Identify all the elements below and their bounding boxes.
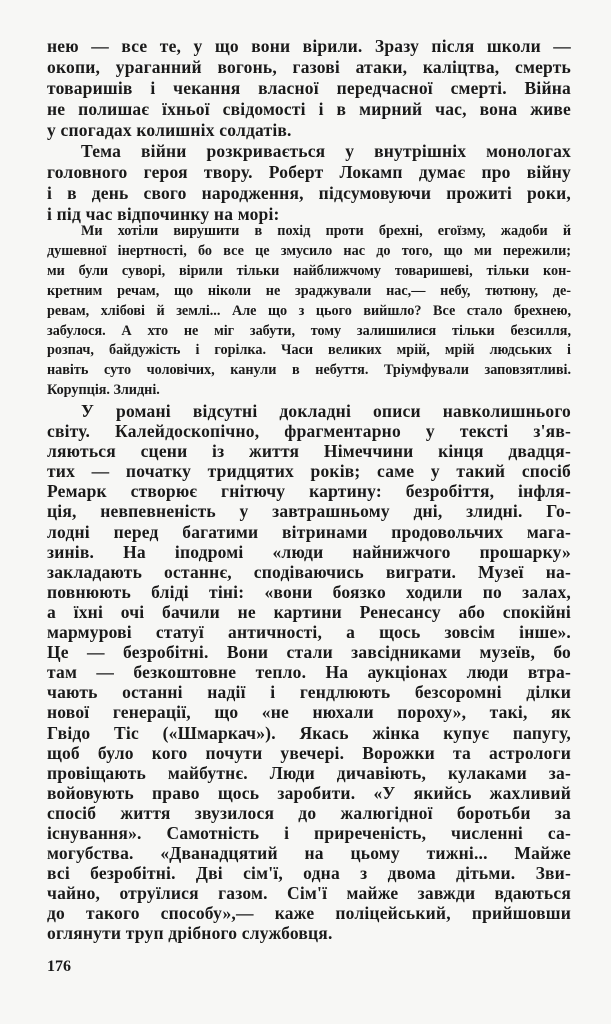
text-line: спосіб життя звузилося до жалюгідної боротьби за: [47, 802, 571, 823]
paragraph-continuation: [47, 36, 571, 141]
text-line: Тема війни розкривається у внутрішніх монологах: [81, 141, 571, 161]
text-line: світу. Калейдоскопічно, фрагментарно у тексті з'яв-: [47, 421, 571, 442]
text-line: тих — початку тридцятих років; саме у такий спосіб: [47, 461, 571, 482]
text-line: до такого способу»,— каже поліцейський, прийшовши: [47, 903, 571, 924]
text-line: войовують право щось заробити. «У якийсь жахливий: [47, 782, 571, 803]
text-line: головного героя твору. Роберт Локамп думає про війну: [47, 161, 571, 182]
text-line: нової генерації, що «не нюхали пороху», такі, як: [47, 702, 571, 723]
text-line: існування». Самотність і приреченість, численні са-: [47, 822, 571, 843]
text-line: ляються сцени із життя Німеччини кінця двадця-: [47, 441, 571, 462]
text-line: зинів. На іподромі «люди найнижчого прошарку»: [47, 541, 571, 562]
text-line: кретним речам, що ніколи не зраджували нас,— небу, тютюну, де-: [47, 282, 571, 299]
text-line: закладають останнє, сподіваючись виграти. Музеї на-: [47, 561, 571, 582]
text-line: У романі відсутні докладні описи навколишнього: [81, 401, 571, 421]
block-quote: [47, 222, 571, 401]
text-line: ми були суворі, вірили тільки найближчому товаришеві, тільки кон-: [47, 262, 571, 279]
text-line: Ми хотіли вирушити в похід проти брехні, егоїзму, жадоби й: [81, 223, 571, 239]
text-line: могубства. «Дванадцятий на цьому тижні... Майже: [47, 843, 571, 864]
text-line: оглянути труп дрібного службовця.: [47, 923, 333, 944]
text-line: всі безробітні. Дві сім'ї, одна з двома дітьми. Зви-: [47, 863, 571, 884]
text-line: і в день свого народження, підсумовуючи прожиті роки,: [47, 182, 571, 203]
text-line: повнюють бліді тіні: «вони боязко ходили по залах,: [47, 581, 571, 602]
text-line: чають останні надії і гендлюють безсоромні ділки: [47, 682, 571, 703]
page-number: 176: [47, 958, 71, 975]
text-line: ревам, хлібові й землі... Але що з цього вийшло? Все стало брехнею,: [47, 302, 571, 319]
text-line: щоб було кого почути увечері. Ворожки та астрологи: [47, 742, 571, 763]
text-line: Гвідо Тіс («Шмаркач»). Якась жінка купує папугу,: [47, 722, 571, 743]
paragraph-war-theme: [47, 141, 571, 225]
text-line: Корупція. Злидні.: [47, 382, 160, 399]
text-line: нею — все те, у що вони вірили. Зразу після школи —: [47, 36, 571, 56]
text-line: а їхні очі бачили не картини Ренесансу або спокійні: [47, 601, 571, 622]
text-line: провіщають майбутнє. Люди дичавіють, кулаками за-: [47, 762, 571, 783]
text-line: і під час відпочинку на морі:: [47, 203, 280, 224]
text-line: чайно, отруїлися газом. Сім'ї майже завжди вдаються: [47, 883, 571, 904]
text-line: окопи, ураганний вогонь, газові атаки, каліцтва, смерть: [47, 56, 571, 77]
text-line: не полишає їхньої свідомості і в мирний час, вона живе: [47, 98, 571, 119]
text-line: Це — безробітні. Вони стали завсідниками музеїв, бо: [47, 642, 571, 663]
text-line: у спогадах колишніх солдатів.: [47, 119, 292, 140]
text-line: мармурові статуї античності, а щось зовсім інше».: [47, 622, 571, 643]
paragraph-novel-description: [47, 401, 571, 944]
text-line: Ремарк створює гнітючу картину: безробіття, інфля-: [47, 481, 571, 502]
text-line: душевної інертності, бо все це змусило нас до того, що ми пережили;: [47, 242, 571, 259]
text-line: забулося. А хто не міг забути, тому залишилися тільки безсилля,: [47, 322, 571, 339]
text-line: товаришів і чекання власної передчасної смерті. Війна: [47, 77, 571, 98]
text-line: розпач, байдужість і горілка. Часи великих мрій, мрій людських і: [47, 342, 571, 359]
text-line: там — безкоштовне тепло. На аукціонах люди втра-: [47, 662, 571, 683]
text-line: ція, невпевненість у завтрашньому дні, злидні. Го-: [47, 501, 571, 522]
text-line: лодні перед багатими вітринами продовольчих мага-: [47, 521, 571, 542]
text-line: навіть суто чоловічих, канули в небуття. Тріумфували заповзятливі.: [47, 362, 571, 379]
